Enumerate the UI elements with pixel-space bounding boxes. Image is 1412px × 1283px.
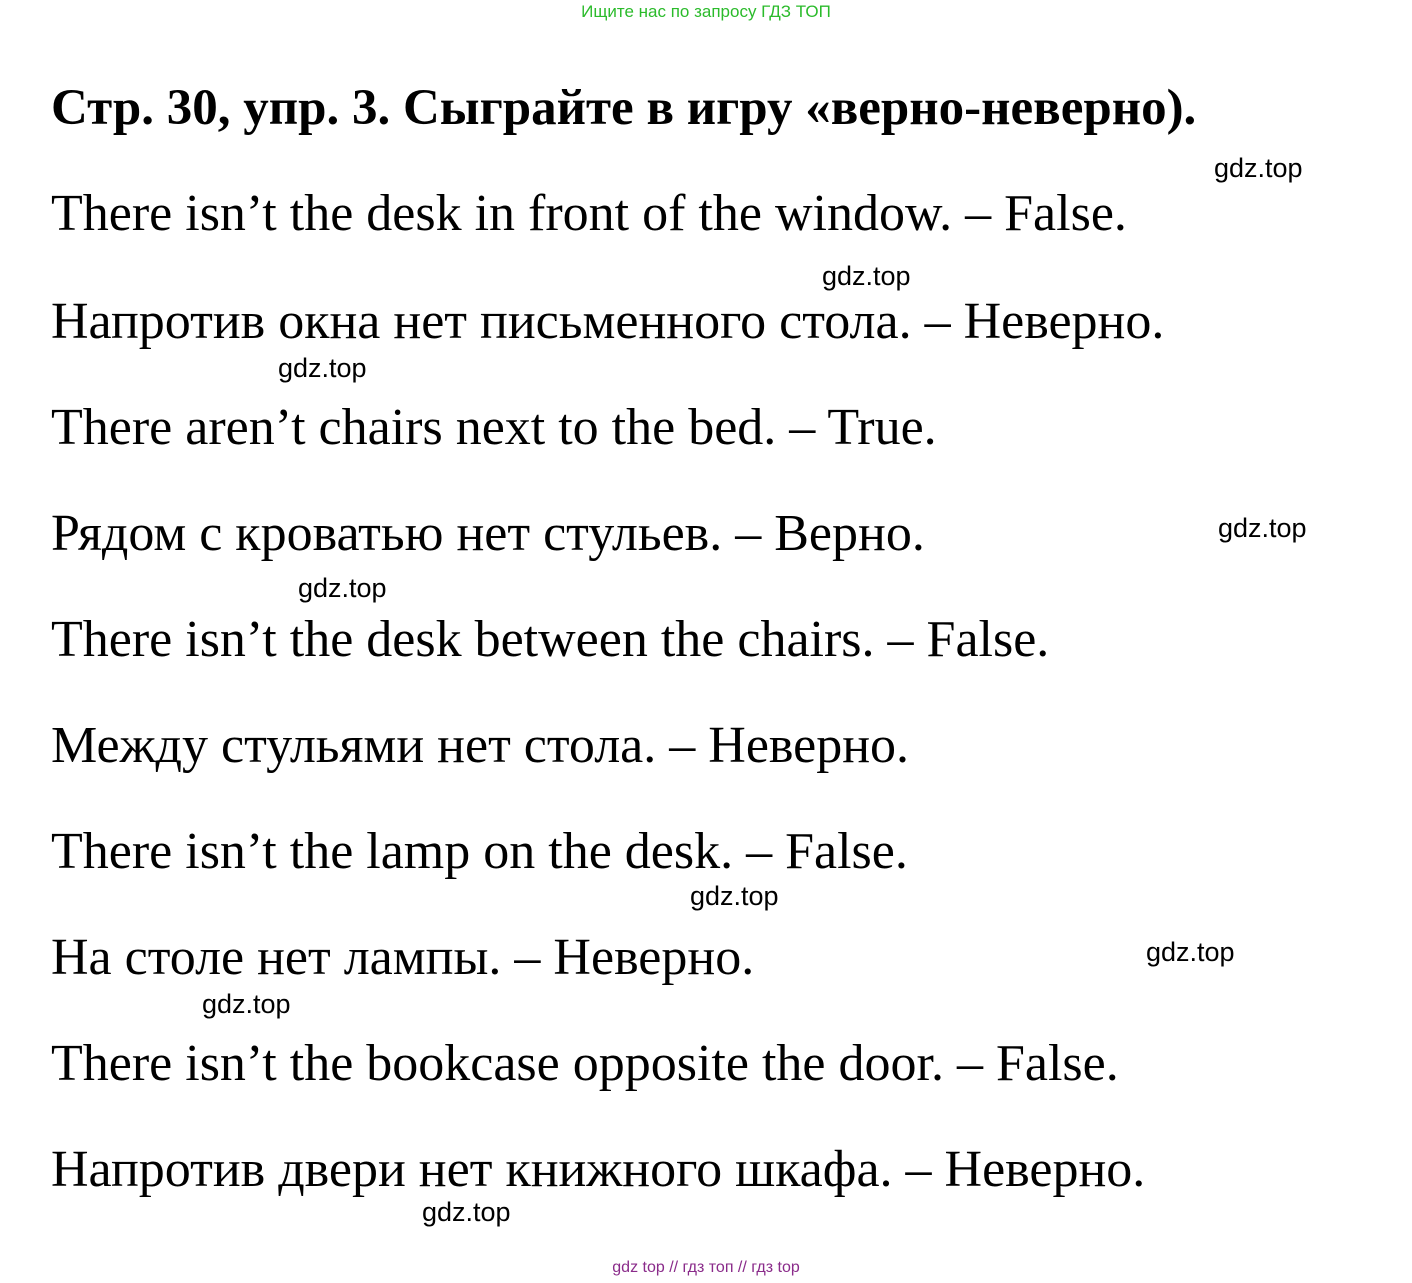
statement-line-5: There isn’t the desk between the chairs. – False. [51, 611, 1050, 668]
watermark: gdz.top [690, 881, 779, 911]
statement-line-4: Рядом с кроватью нет стульев. – Верно. [51, 505, 925, 562]
statement-line-10: Напротив двери нет книжного шкафа. – Неверно. [51, 1141, 1146, 1198]
statement-line-8: На столе нет лампы. – Неверно. [51, 929, 755, 986]
statement-line-3: There aren’t chairs next to the bed. – True. [51, 399, 937, 456]
watermark: gdz.top [1146, 937, 1235, 967]
watermark: gdz.top [822, 261, 911, 291]
watermark: gdz.top [422, 1197, 511, 1227]
statement-line-9: There isn’t the bookcase opposite the door. – False. [51, 1035, 1119, 1092]
top-search-note: Ищите нас по запросу ГДЗ ТОП [581, 2, 831, 21]
footer-watermark: gdz top // гдз топ // гдз top [612, 1259, 800, 1276]
statement-line-7: There isn’t the lamp on the desk. – False. [51, 823, 908, 880]
statement-line-6: Между стульями нет стола. – Неверно. [51, 717, 910, 774]
exercise-title: Стр. 30, упр. 3. Сыграйте в игру «верно-неверно). [51, 80, 1197, 136]
watermark: gdz.top [298, 573, 387, 603]
watermark: gdz.top [202, 989, 291, 1019]
watermark: gdz.top [1218, 513, 1307, 543]
statement-line-2: Напротив окна нет письменного стола. – Неверно. [51, 293, 1165, 350]
watermark: gdz.top [278, 353, 367, 383]
statement-line-1: There isn’t the desk in front of the window. – False. [51, 185, 1127, 242]
watermark: gdz.top [1214, 153, 1303, 183]
